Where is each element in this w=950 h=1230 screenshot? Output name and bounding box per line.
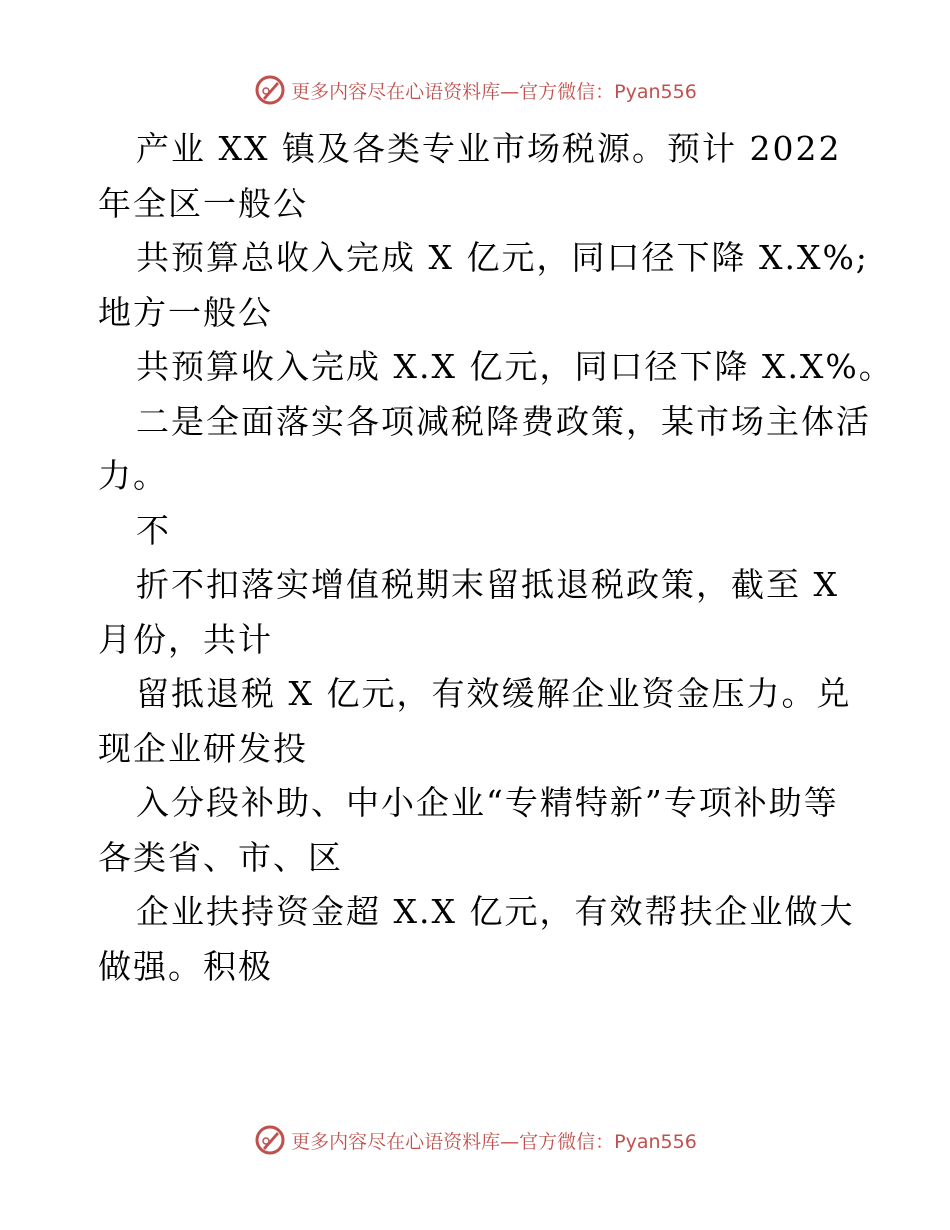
text-line: 现企业研发投 — [98, 728, 308, 768]
header-banner — [0, 70, 950, 110]
text-line: 做强。积极 — [98, 946, 273, 986]
text-line: 月份，共计 — [98, 619, 273, 659]
quill-pen-logo-icon — [253, 73, 287, 107]
text-line: 共预算收入完成 X.X 亿元，同口径下降 X.X%。 — [136, 347, 894, 386]
text-line: 力。 — [98, 456, 168, 495]
text-line: 地方一般公 — [98, 292, 273, 332]
text-line: 二是全面落实各项减税降费政策，某市场主体活 — [136, 401, 871, 441]
text-line: 留抵退税 X 亿元，有效缓解企业资金压力。兑 — [136, 674, 852, 713]
text-line: 入分段补助、中小企业“专精特新”专项补助等 — [136, 783, 839, 822]
footer-banner — [0, 1120, 950, 1160]
text-line: 折不扣落实增值税期末留抵退税政策，截至 X — [136, 565, 839, 604]
quill-pen-logo-icon — [253, 1123, 287, 1157]
text-line: 共预算总收入完成 X 亿元，同口径下降 X.X%; — [136, 238, 869, 277]
text-line: 企业扶持资金超 X.X 亿元，有效帮扶企业做大 — [136, 892, 855, 931]
footer-banner-text: 更多内容尽在心语资料库—官方微信：Pyan556 — [291, 1130, 697, 1153]
text-line: 产业 XX 镇及各类专业市场税源。预计 2022 — [136, 129, 842, 168]
text-line: 各类省、市、区 — [98, 837, 343, 877]
text-line: 不 — [136, 510, 171, 550]
document-body — [98, 122, 894, 994]
text-line: 年全区一般公 — [98, 183, 308, 223]
header-banner-text: 更多内容尽在心语资料库—官方微信：Pyan556 — [291, 80, 697, 103]
